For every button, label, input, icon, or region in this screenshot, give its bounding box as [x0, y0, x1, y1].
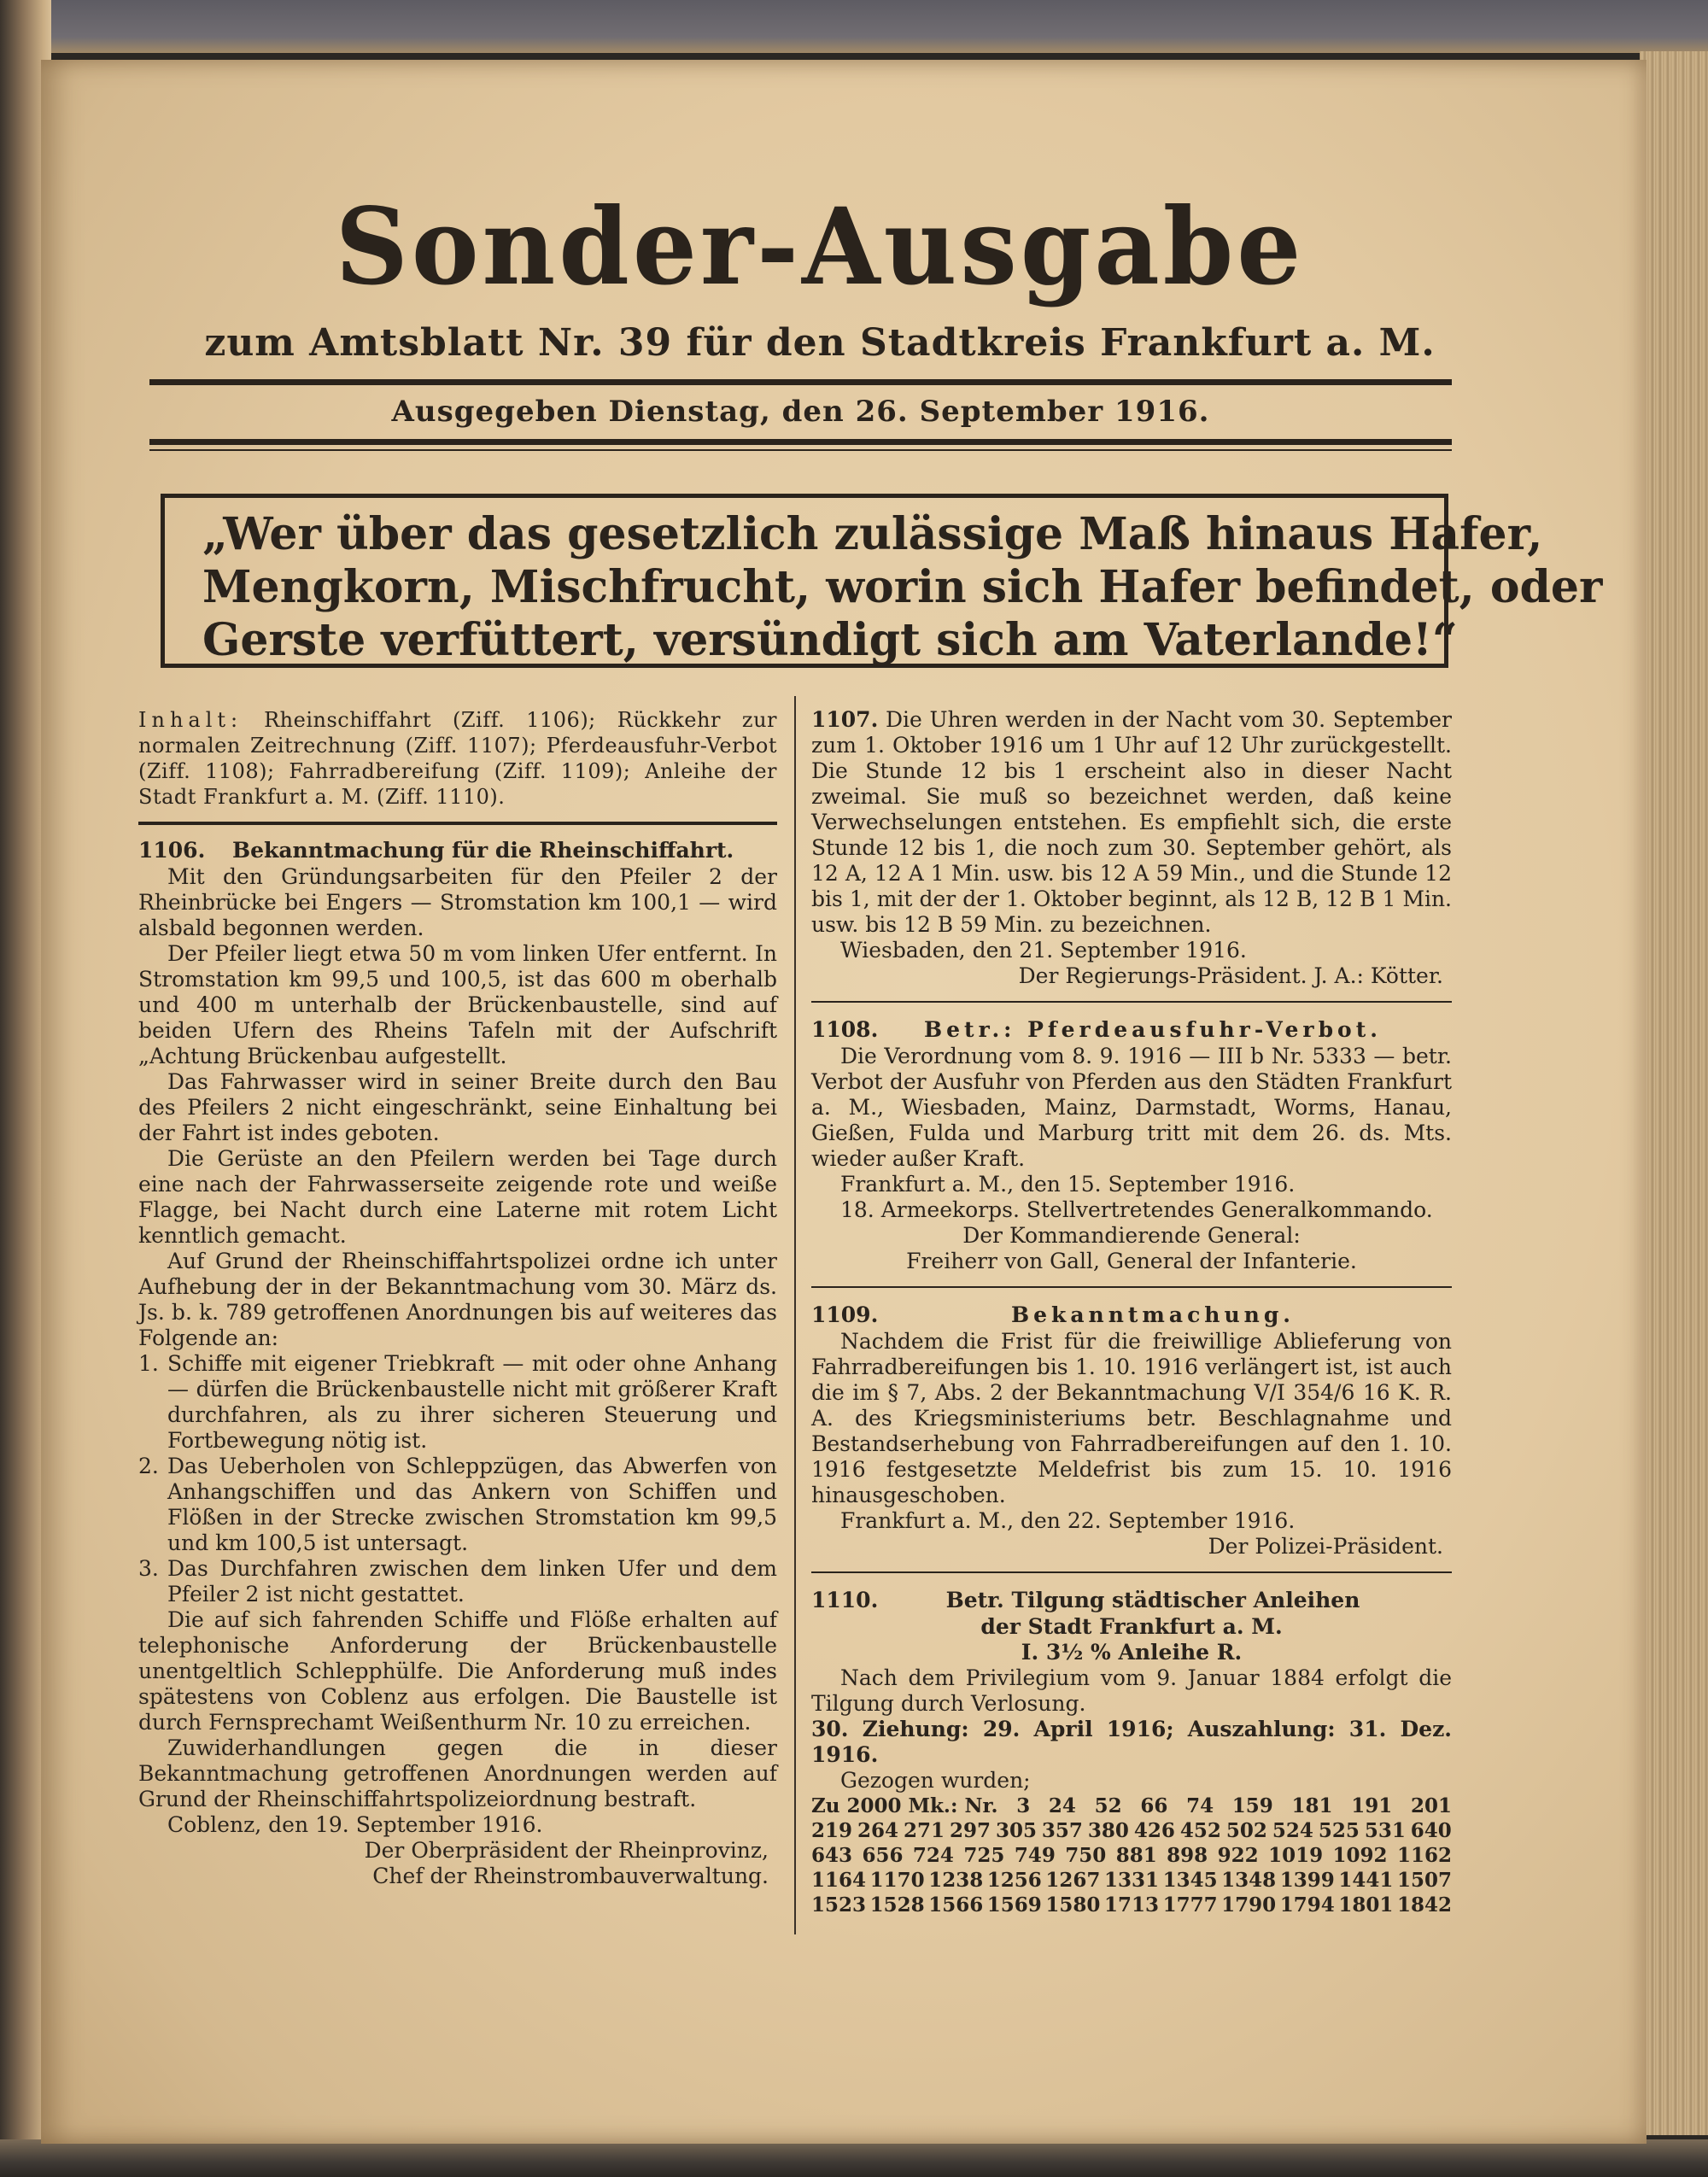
section-number: 1110. — [811, 1588, 879, 1612]
paragraph: Nach dem Privilegium vom 9. Januar 1884 erfolgt die Tilgung durch Verlosung. — [811, 1665, 1452, 1716]
drawn-number: 1019 — [1268, 1844, 1324, 1867]
section-heading-1110 — [811, 1587, 1452, 1614]
page-title: Sonder-Ausgabe — [335, 184, 1305, 309]
section-title: Betr. Tilgung städtischer Anleihen — [945, 1588, 1360, 1612]
drawn-number: 1801 — [1338, 1893, 1394, 1917]
numbers-row — [811, 1818, 1452, 1843]
drawn-label: Gezogen wurden; — [840, 1768, 1031, 1793]
header-rule-top — [149, 379, 1452, 385]
section-number: 1108. — [811, 1017, 879, 1042]
signature-line: Der Kommandierende General: — [962, 1223, 1301, 1248]
header-rule-bottom-thin — [149, 449, 1452, 451]
drawn-number: 3 — [1016, 1794, 1031, 1817]
column-divider — [794, 696, 796, 1934]
drawn-number: 181 — [1291, 1794, 1333, 1817]
drawn-number: 1842 — [1396, 1893, 1452, 1917]
drawn-number: 525 — [1318, 1819, 1360, 1842]
section-number: 1106. — [138, 838, 206, 863]
drawn-number: 524 — [1272, 1819, 1313, 1842]
section-rule — [811, 1571, 1452, 1573]
drawn-number: 1523 — [811, 1893, 867, 1917]
slogan-line: „Wer über das gesetzlich zulässige Maß hinaus Hafer, — [202, 508, 1543, 560]
contents-text: Rheinschiffahrt (Ziff. 1106); Rückkehr zur normalen Zeitrechnung (Ziff. 1107); Pferdeausfuhr-Verbot (Ziff. 1108); Fahrradbereifung (Ziff. 1109); Anleihe der Stadt Frankfurt a. M. (Ziff. 1110). — [138, 708, 777, 809]
drawn-number: 1569 — [986, 1893, 1042, 1917]
drawn-number: 749 — [1014, 1844, 1056, 1867]
drawn-number: 1441 — [1338, 1869, 1394, 1892]
paragraph: Mit den Gründungsarbeiten für den Pfeiler 2 der Rheinbrücke bei Engers — Stromstation km 100,1 — wird alsbald begonnen werden. — [138, 864, 777, 940]
section-heading-1106 — [138, 837, 777, 864]
draw-info: 30. Ziehung: 29. April 1916; Auszahlung: 31. Dez. 1916. — [811, 1717, 1452, 1767]
numbers-row — [811, 1868, 1452, 1893]
place-date: Coblenz, den 19. September 1916. — [167, 1812, 543, 1837]
drawn-number: 1580 — [1045, 1893, 1101, 1917]
drawn-number: 357 — [1041, 1819, 1083, 1842]
signature-line: Der Oberpräsident der Rheinprovinz, — [364, 1838, 769, 1863]
paragraph: Auf Grund der Rheinschiffahrtspolizei ordne ich unter Aufhebung der in der Bekanntmachung vom 30. März ds. Js. b. k. 789 getroffenen Anordnungen bis auf weiteres das Folgende an: — [138, 1249, 777, 1350]
place-date: Frankfurt a. M., den 22. September 1916. — [840, 1508, 1296, 1533]
drawn-number: 219 — [811, 1819, 853, 1842]
drawn-number: 724 — [912, 1844, 954, 1867]
drawn-number: 1507 — [1396, 1869, 1452, 1892]
drawn-number: 750 — [1065, 1844, 1107, 1867]
drawn-number: 201 — [1410, 1794, 1452, 1817]
numbers-lead: Zu 2000 Mk.: Nr. — [811, 1794, 998, 1817]
drawn-number: 531 — [1364, 1819, 1406, 1842]
drawn-number: 1092 — [1332, 1844, 1388, 1867]
drawn-number: 1713 — [1103, 1893, 1159, 1917]
numbers-row — [811, 1843, 1452, 1868]
drawn-number: 426 — [1133, 1819, 1175, 1842]
section-number: 1107. — [811, 707, 879, 732]
masthead — [120, 184, 1520, 365]
section-number: 1109. — [811, 1302, 879, 1327]
drawn-number: 898 — [1167, 1844, 1208, 1867]
contents-summary — [138, 707, 777, 811]
drawn-number: 1256 — [986, 1869, 1042, 1892]
command-line: 18. Armeekorps. Stellvertretendes Generalkommando. — [840, 1197, 1433, 1222]
drawn-number: 66 — [1140, 1794, 1168, 1817]
place-date: Wiesbaden, den 21. September 1916. — [840, 938, 1247, 963]
drawn-number: 1399 — [1279, 1869, 1335, 1892]
numbers-row — [811, 1893, 1452, 1917]
list-item — [138, 1454, 777, 1556]
drawn-number: 1794 — [1279, 1893, 1335, 1917]
numbers-row — [811, 1794, 1452, 1818]
section-heading-1109 — [811, 1302, 1452, 1329]
drawn-number: 643 — [811, 1844, 853, 1867]
drawn-number: 305 — [995, 1819, 1037, 1842]
paragraph: Die Gerüste an den Pfeilern werden bei Tage durch eine nach der Fahrwasserseite zeigende rote und weiße Flagge, bei Nacht durch eine Laterne mit rotem Licht kenntlich gemacht. — [138, 1146, 777, 1248]
drawn-number: 502 — [1225, 1819, 1267, 1842]
drawn-number: 1267 — [1045, 1869, 1101, 1892]
paragraph: Die auf sich fahrenden Schiffe und Flöße erhalten auf telephonische Anforderung der Brückenbaustelle unentgeltlich Schlepphülfe. Die Anforderung muß indes spätestens von Coblenz aus erfolgen. Die Baustelle ist durch Fernsprechamt Weißenthurm Nr. 10 zu erreichen. — [138, 1607, 777, 1735]
section-rule — [811, 1001, 1452, 1003]
book-cover-top — [0, 0, 1708, 53]
section-rule — [811, 1286, 1452, 1288]
section-title: Bekanntmachung für die Rheinschiffahrt. — [232, 838, 734, 863]
drawn-number: 1790 — [1221, 1893, 1277, 1917]
place-date: Frankfurt a. M., den 15. September 1916. — [840, 1172, 1296, 1197]
right-column — [811, 707, 1452, 1917]
drawn-number: 74 — [1186, 1794, 1214, 1817]
contents-label: Inhalt: — [138, 708, 243, 732]
drawn-number: 191 — [1351, 1794, 1393, 1817]
section-rule — [138, 822, 777, 825]
issue-date: Ausgegeben Dienstag, den 26. September 1916. — [391, 395, 1210, 429]
drawn-number: 24 — [1048, 1794, 1076, 1817]
paragraph: Das Fahrwasser wird in seiner Breite durch den Bau des Pfeilers 2 nicht eingeschränkt, seine Einhaltung bei der Fahrt ist indes geboten. — [138, 1069, 777, 1145]
list-text: Das Ueberholen von Schleppzügen, das Abwerfen von Anhangschiffen und das Ankern von Schiffen und Flößen in der Strecke zwischen Stromstation km 99,5 und km 100,5 ist untersagt. — [167, 1454, 777, 1555]
left-column — [138, 707, 777, 1889]
section-title: Betr.: Pferdeausfuhr-Verbot. — [924, 1017, 1382, 1042]
drawn-number: 1348 — [1221, 1869, 1277, 1892]
drawn-number: 922 — [1217, 1844, 1259, 1867]
drawn-number: 1566 — [928, 1893, 984, 1917]
list-item — [138, 1556, 777, 1607]
drawn-number: 1164 — [811, 1869, 867, 1892]
slogan-line: Mengkorn, Mischfrucht, worin sich Hafer befindet, oder — [202, 561, 1603, 613]
list-number: 2. — [138, 1454, 159, 1478]
drawn-number: 725 — [963, 1844, 1005, 1867]
paragraph: Der Pfeiler liegt etwa 50 m vom linken Ufer entfernt. In Stromstation km 99,5 und 100,5, ist das 600 m oberhalb und 400 m unterhalb der Brückenbaustelle, sind auf beiden Ufern des Rheins Tafeln mit der Aufschrift „Achtung Brückenbau aufgestellt. — [138, 941, 777, 1068]
signature-line: Der Polizei-Präsident. — [1208, 1534, 1443, 1559]
drawn-number: 881 — [1115, 1844, 1157, 1867]
drawn-number: 1331 — [1103, 1869, 1159, 1892]
signature-line: Chef der Rheinstrombauverwaltung. — [372, 1864, 769, 1888]
signature-line: Freiherr von Gall, General der Infanterie. — [906, 1249, 1357, 1273]
list-item — [138, 1351, 777, 1454]
paragraph: Die Verordnung vom 8. 9. 1916 — III b Nr. 5333 — betr. Verbot der Ausfuhr von Pferden aus den Städten Frankfurt a. M., Wiesbaden, Mainz, Darmstadt, Worms, Hanau, Gießen, Fulda und Marburg tritt mit dem 26. ds. Mts. wieder außer Kraft. — [811, 1044, 1452, 1171]
slogan-box — [161, 494, 1603, 668]
list-text: Schiffe mit eigener Triebkraft — mit oder ohne Anhang — dürfen die Brückenbaustelle nicht mit größerer Kraft durchfahren, als zu ihrer sicheren Steuerung und Fortbewegung nötig ist. — [167, 1351, 777, 1453]
loan-title: I. 3½ % Anleihe R. — [1021, 1640, 1243, 1665]
section-title: Bekanntmachung. — [1010, 1302, 1296, 1327]
page-subtitle: zum Amtsblatt Nr. 39 für den Stadtkreis Frankfurt a. M. — [204, 321, 1436, 365]
list-number: 1. — [138, 1351, 159, 1376]
drawn-number: 380 — [1087, 1819, 1129, 1842]
header-rule-bottom — [149, 439, 1452, 445]
drawn-number: 640 — [1410, 1819, 1452, 1842]
drawn-number: 271 — [903, 1819, 945, 1842]
drawn-number: 1238 — [928, 1869, 984, 1892]
drawn-number: 1528 — [869, 1893, 925, 1917]
book-cover-bottom — [0, 2139, 1708, 2177]
drawn-number: 1345 — [1162, 1869, 1218, 1892]
paragraph: Die Uhren werden in der Nacht vom 30. September zum 1. Oktober 1916 um 1 Uhr auf 12 Uhr zurückgestellt. Die Stunde 12 bis 1 erscheint also in dieser Nacht zweimal. Sie muß so bezeichnet werden, daß keine Verwechselungen entstehen. Es empfiehlt sich, die erste Stunde 12 bis 1, die noch zum 30. September gehört, als 12 A, 12 A 1 Min. usw. bis 12 A 59 Min., und die Stunde 12 bis 1, mit der der 1. Oktober beginnt, als 12 B, 12 B 1 Min. usw. bis 12 B 59 Min. zu bezeichnen. — [811, 707, 1452, 937]
drawn-number: 52 — [1094, 1794, 1122, 1817]
drawn-number: 1777 — [1162, 1893, 1218, 1917]
drawn-number: 656 — [862, 1844, 904, 1867]
paragraph: Zuwiderhandlungen gegen die in dieser Bekanntmachung getroffenen Anordnungen werden auf Grund der Rheinschiffahrtspolizeiordnung bestraft. — [138, 1735, 777, 1811]
list-number: 3. — [138, 1556, 159, 1581]
drawn-number: 1162 — [1396, 1844, 1452, 1867]
drawn-numbers — [811, 1794, 1452, 1917]
paragraph: Nachdem die Frist für die freiwillige Ablieferung von Fahrradbereifungen bis 1. 10. 1916 verlängert ist, ist auch die im § 7, Abs. 2 der Bekanntmachung V/I 354/6 16 K. R. A. des Kriegsministeriums betr. Beschlagnahme und Bestandserhebung von Fahrradbereifungen auf den 1. 10. 1916 festgesetzte Meldefrist bis zum 15. 10. 1916 hinausgeschoben. — [811, 1329, 1452, 1507]
section-1107 — [811, 707, 1452, 938]
slogan-line: Gerste verfüttert, versündigt sich am Vaterlande!“ — [202, 614, 1458, 666]
drawn-number: 297 — [949, 1819, 991, 1842]
drawn-number: 1170 — [869, 1869, 925, 1892]
page-stack-edge — [1640, 51, 1708, 2135]
section-subtitle: der Stadt Frankfurt a. M. — [980, 1614, 1283, 1639]
section-heading-1108 — [811, 1016, 1452, 1044]
signature-line: Der Regierungs-Präsident. J. A.: Kötter. — [1018, 963, 1443, 988]
drawn-number: 159 — [1231, 1794, 1273, 1817]
drawn-number: 452 — [1179, 1819, 1221, 1842]
drawn-number: 264 — [857, 1819, 898, 1842]
list-text: Das Durchfahren zwischen dem linken Ufer und dem Pfeiler 2 ist nicht gestattet. — [167, 1556, 777, 1606]
